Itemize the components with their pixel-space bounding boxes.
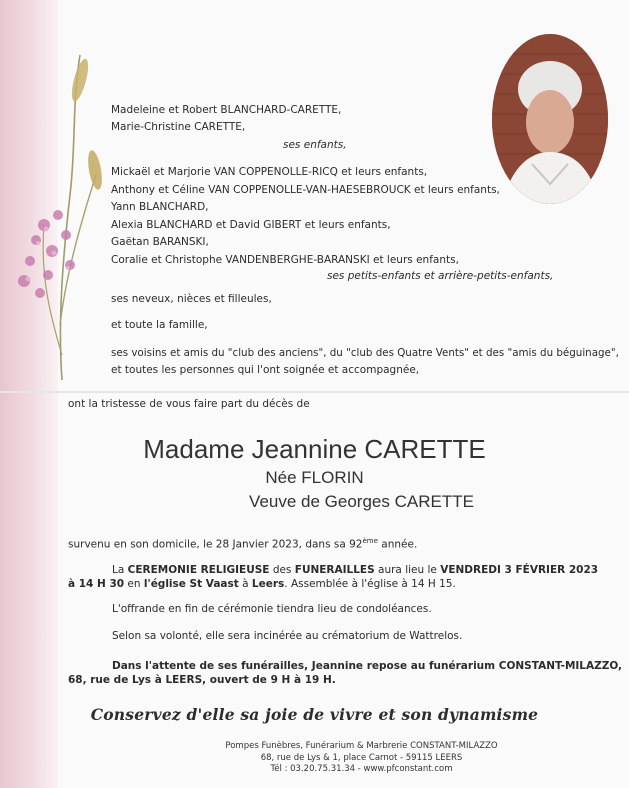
nephews-line: ses neveux, nièces et filleules,: [111, 293, 272, 305]
announcement-line: ont la tristesse de vous faire part du décès de: [68, 398, 310, 410]
maiden-name: Née FLORIN: [265, 468, 364, 487]
grandchildren-line-2: Anthony et Céline VAN COPPENOLLE-VAN-HAESEBROUCK et leurs enfants,: [111, 184, 500, 196]
ceremony-line-2: à 14 H 30 en l'église St Vaast à Leers. Assemblée à l'église à 14 H 15.: [68, 578, 456, 590]
footer-line-2: 68, rue de Lys & 1, place Carnot - 59115 LEERS: [260, 753, 463, 763]
grandchildren-line-4: Alexia BLANCHARD et David GIBERT et leurs enfants,: [111, 219, 391, 231]
children-label: ses enfants,: [283, 139, 347, 151]
friends-line-2: et toutes les personnes qui l'ont soignée et accompagnée,: [111, 364, 420, 376]
ceremony-line-1: La CEREMONIE RELIGIEUSE des FUNERAILLES aura lieu le VENDREDI 3 FÉVRIER 2023: [112, 564, 599, 576]
motto: Conservez d'elle sa joie de vivre et son dynamisme: [90, 705, 539, 724]
footer-line-3: Tél : 03.20.75.31.34 - www.pfconstant.com: [270, 764, 453, 774]
cremation-line: Selon sa volonté, elle sera incinérée au crématorium de Wattrelos.: [112, 630, 463, 642]
wildflower-illustration: [0, 25, 120, 385]
widow-of: Veuve de Georges CARETTE: [249, 492, 474, 511]
family-all-line: et toute la famille,: [111, 319, 208, 331]
funerarium-line-1: Dans l'attente de ses funérailles, Jeannine repose au funérarium CONSTANT-MILAZZO,: [112, 660, 623, 672]
portrait-photo: [492, 34, 608, 204]
grandchildren-line-5: Gaëtan BARANSKI,: [111, 236, 209, 248]
family-line-1: Madeleine et Robert BLANCHARD-CARETTE,: [111, 104, 342, 116]
footer-line-1: Pompes Funèbres, Funérarium & Marbrerie CONSTANT-MILAZZO: [225, 741, 498, 751]
offering-line: L'offrande en fin de cérémonie tiendra lieu de condoléances.: [112, 603, 432, 615]
grandchildren-line-3: Yann BLANCHARD,: [111, 201, 209, 213]
grandchildren-label: ses petits-enfants et arrière-petits-enfants,: [327, 270, 554, 282]
family-line-2: Marie-Christine CARETTE,: [111, 121, 246, 133]
deceased-name: Madame Jeannine CARETTE: [143, 434, 486, 464]
grandchildren-line-6: Coralie et Christophe VANDENBERGHE-BARANSKI et leurs enfants,: [111, 254, 459, 266]
fold-line: [0, 391, 629, 393]
grandchildren-line-1: Mickaël et Marjorie VAN COPPENOLLE-RICQ et leurs enfants,: [111, 166, 428, 178]
death-details: survenu en son domicile, le 28 Janvier 2023, dans sa 92ème année.: [68, 537, 418, 551]
funerarium-line-2: 68, rue de Lys à LEERS, ouvert de 9 H à 19 H.: [68, 674, 336, 686]
friends-line-1: ses voisins et amis du "club des anciens", du "club des Quatre Vents" et des "amis du béguinage",: [111, 347, 619, 359]
